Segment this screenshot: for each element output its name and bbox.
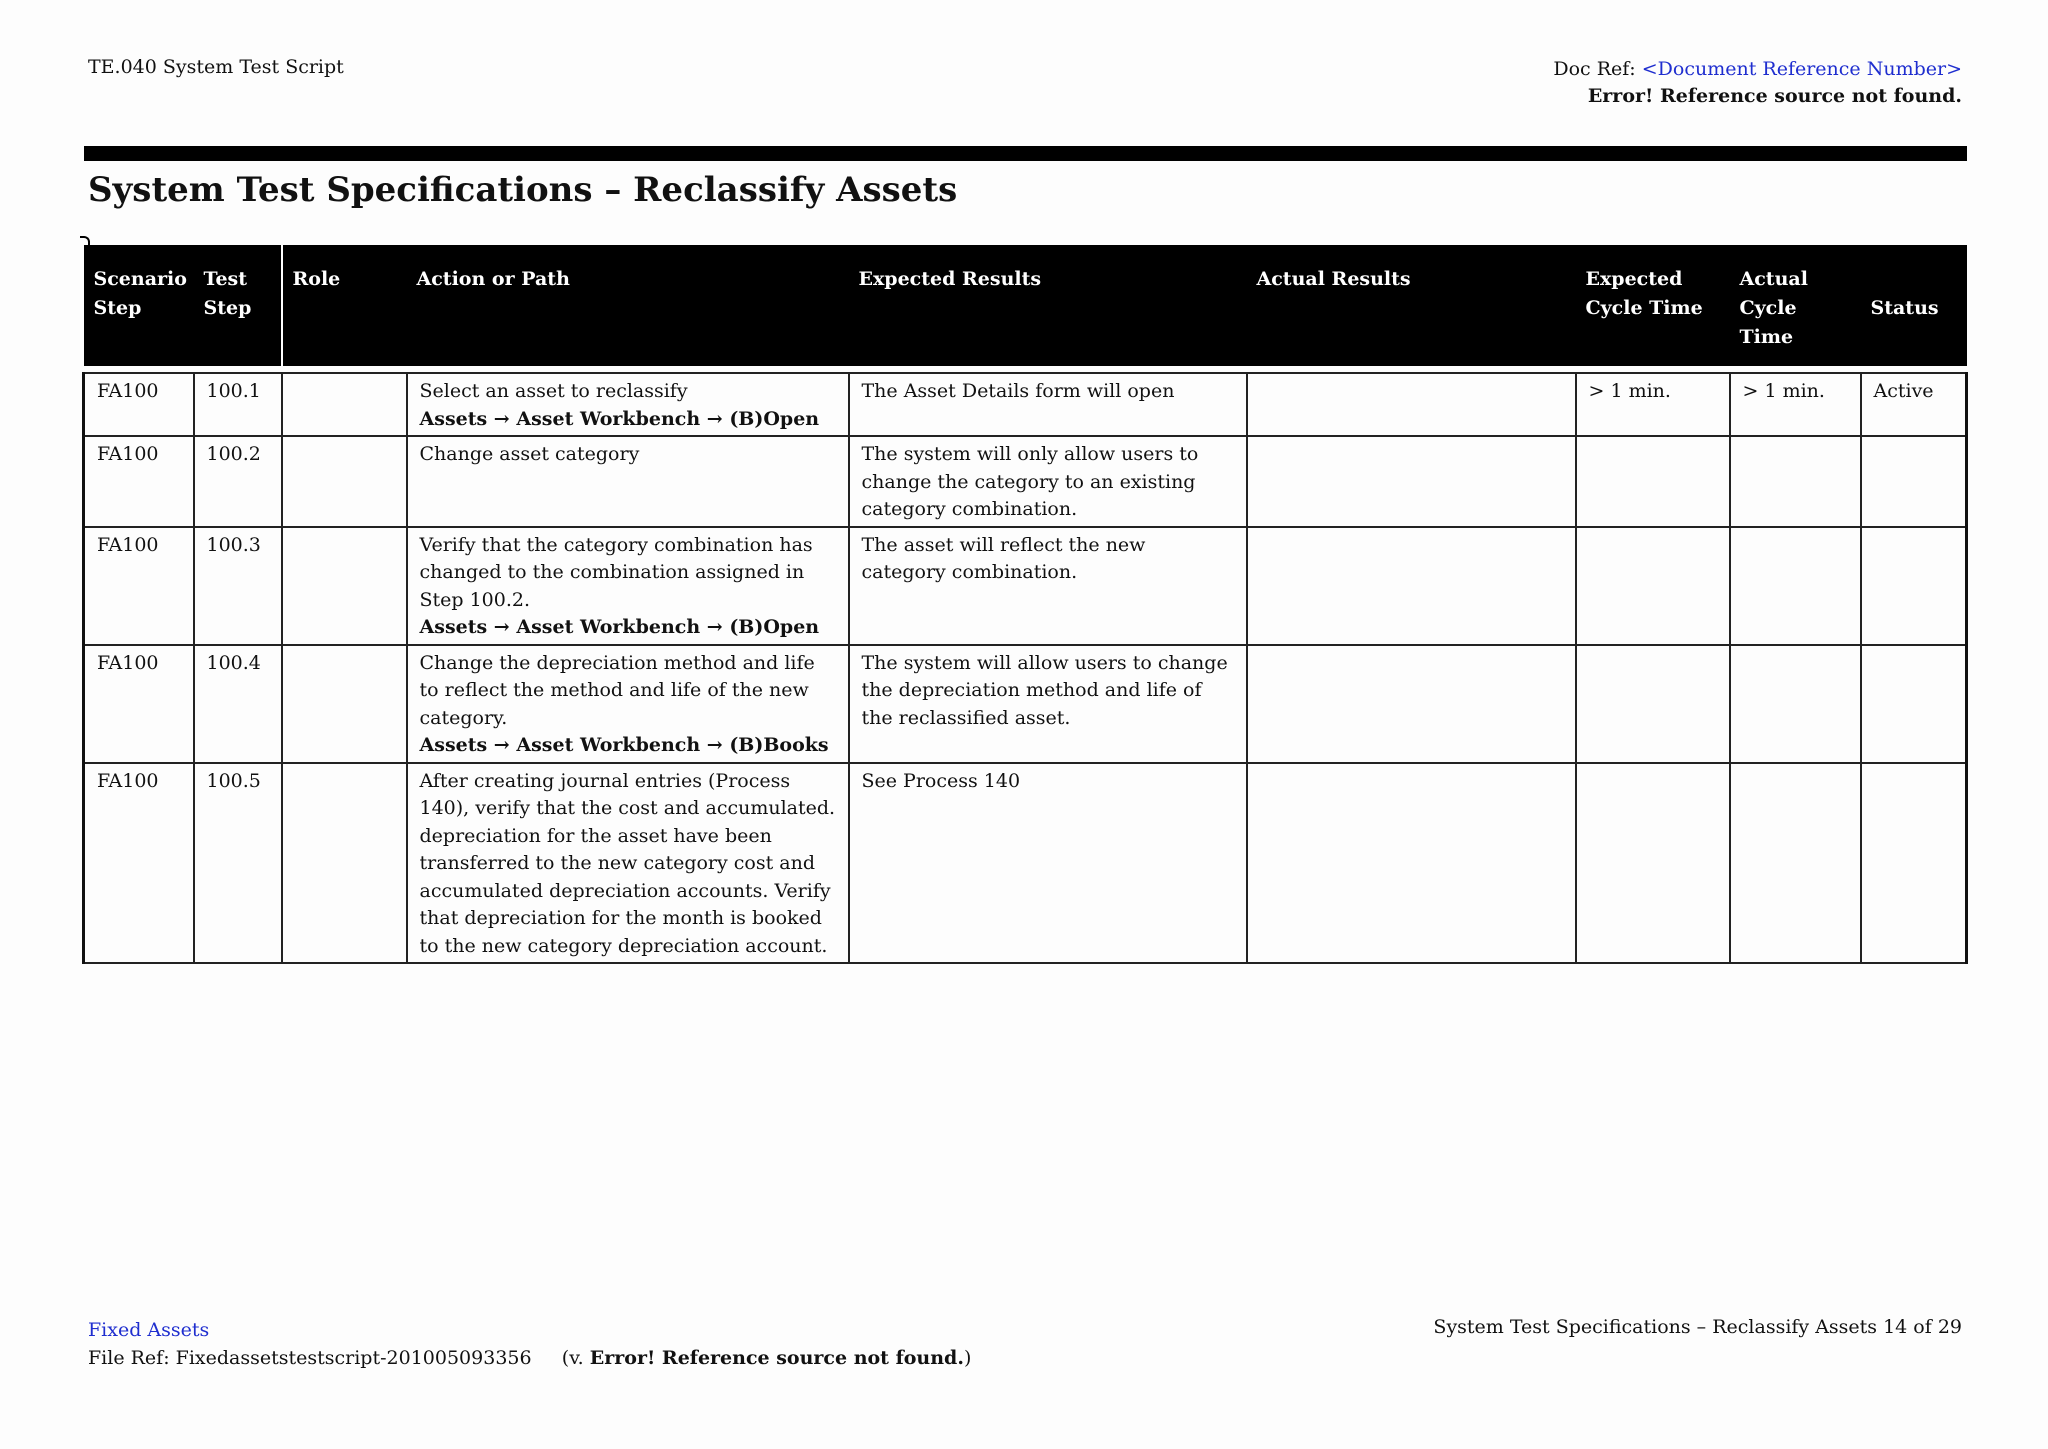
- navigation-path: Assets → Asset Workbench → (B)Open: [419, 407, 820, 430]
- cell-status: Active: [1861, 373, 1967, 436]
- cell-test-step: 100.1: [194, 373, 282, 436]
- cell-action: [407, 763, 849, 964]
- cell-role[interactable]: [282, 763, 407, 964]
- cell-expected-cycle: [1576, 763, 1730, 964]
- cell-actual[interactable]: [1247, 645, 1576, 763]
- col-header-expected-results: Expected Results: [849, 245, 1247, 366]
- col-header-expected-cycle-time: Expected Cycle Time: [1576, 245, 1730, 366]
- footer-version-error: Error! Reference source not found.: [589, 1347, 964, 1369]
- cell-expected: The Asset Details form will open: [849, 373, 1247, 436]
- col-header-role: Role: [282, 245, 407, 366]
- table-row: [84, 527, 1967, 645]
- cell-actual-cycle: [1730, 436, 1861, 527]
- footer-page-number: System Test Specifications – Reclassify Assets 14 of 29: [1433, 1316, 1962, 1338]
- col-header-status: Status: [1861, 245, 1967, 366]
- cell-expected: See Process 140: [849, 763, 1247, 964]
- action-text: Verify that the category combination has changed to the combination assigned in Step 100.2.: [419, 533, 813, 611]
- cell-role[interactable]: [282, 645, 407, 763]
- cell-expected-cycle: [1576, 645, 1730, 763]
- cell-scenario: FA100: [84, 763, 194, 964]
- footer-left: [88, 1316, 971, 1372]
- cell-test-step: 100.5: [194, 763, 282, 964]
- col-header-scenario-step: Scenario Step: [84, 245, 194, 366]
- header-error: Error! Reference source not found.: [1587, 85, 1962, 107]
- header-doc-title: TE.040 System Test Script: [88, 56, 344, 78]
- col-header-actual-cycle-time: Actual Cycle Time: [1730, 245, 1861, 366]
- cell-role[interactable]: [282, 373, 407, 436]
- cell-role[interactable]: [282, 527, 407, 645]
- footer-version-suffix: ): [963, 1347, 972, 1369]
- navigation-path: Assets → Asset Workbench → (B)Open: [419, 616, 820, 638]
- col-header-test-step: Test Step: [194, 245, 282, 366]
- cell-scenario: FA100: [84, 373, 194, 436]
- cell-actual[interactable]: [1247, 763, 1576, 964]
- navigation-path: Assets → Asset Workbench → (B)Books: [419, 734, 829, 756]
- doc-ref-link[interactable]: <Document Reference Number>: [1641, 58, 1962, 80]
- cell-expected-cycle: [1576, 436, 1730, 527]
- test-spec-table: [82, 245, 1968, 964]
- action-text: After creating journal entries (Process 140), verify that the cost and accumulated. depreciation for the asset have been transferred to the new category cost and accumulated depreciation accounts. Verify that depreciation for the month is booked to the new category depreciation account.: [419, 769, 836, 957]
- page-title: System Test Specifications – Reclassify Assets: [88, 170, 958, 210]
- cell-status: [1861, 527, 1967, 645]
- footer-file-ref: File Ref: Fixedassetstestscript-201005093356: [88, 1347, 532, 1369]
- cell-expected: The system will allow users to change the depreciation method and life of the reclassified asset.: [849, 645, 1247, 763]
- action-text: Change asset category: [419, 443, 640, 465]
- footer-link-fixed-assets[interactable]: Fixed Assets: [88, 1319, 210, 1341]
- action-text: Select an asset to reclassify: [419, 380, 688, 402]
- cell-actual[interactable]: [1247, 527, 1576, 645]
- cell-status: [1861, 763, 1967, 964]
- footer-version-prefix: (v.: [561, 1347, 590, 1369]
- table-row: [84, 763, 1967, 964]
- cell-actual-cycle: [1730, 763, 1861, 964]
- table-row: [84, 645, 1967, 763]
- cell-role[interactable]: [282, 436, 407, 527]
- table-header-row: [84, 245, 1967, 366]
- header-doc-ref: [1553, 56, 1962, 110]
- cell-action: [407, 436, 849, 527]
- cell-expected-cycle: [1576, 527, 1730, 645]
- cell-scenario: FA100: [84, 436, 194, 527]
- table-row: [84, 373, 1967, 436]
- cell-test-step: 100.2: [194, 436, 282, 527]
- cell-actual-cycle: [1730, 645, 1861, 763]
- cell-status: [1861, 645, 1967, 763]
- cell-test-step: 100.3: [194, 527, 282, 645]
- cell-actual[interactable]: [1247, 373, 1576, 436]
- cell-action: [407, 527, 849, 645]
- cell-expected: The asset will reflect the new category combination.: [849, 527, 1247, 645]
- cell-scenario: FA100: [84, 645, 194, 763]
- cell-action: [407, 645, 849, 763]
- cell-status: [1861, 436, 1967, 527]
- cell-actual[interactable]: [1247, 436, 1576, 527]
- cell-action: [407, 373, 849, 436]
- footer-file-ref-line: [88, 1344, 971, 1372]
- cell-expected-cycle: > 1 min.: [1576, 373, 1730, 436]
- col-header-actual-results: Actual Results: [1247, 245, 1576, 366]
- cell-scenario: FA100: [84, 527, 194, 645]
- table-row: [84, 436, 1967, 527]
- cell-actual-cycle: > 1 min.: [1730, 373, 1861, 436]
- test-spec-table-wrapper: [82, 245, 1965, 964]
- cell-actual-cycle: [1730, 527, 1861, 645]
- action-text: Change the depreciation method and life to reflect the method and life of the new category.: [419, 651, 815, 729]
- cell-expected: The system will only allow users to change the category to an existing category combination.: [849, 436, 1247, 527]
- doc-ref-label: Doc Ref:: [1553, 58, 1642, 80]
- cell-test-step: 100.4: [194, 645, 282, 763]
- header-rule: [84, 146, 1967, 161]
- col-header-action: Action or Path: [407, 245, 849, 366]
